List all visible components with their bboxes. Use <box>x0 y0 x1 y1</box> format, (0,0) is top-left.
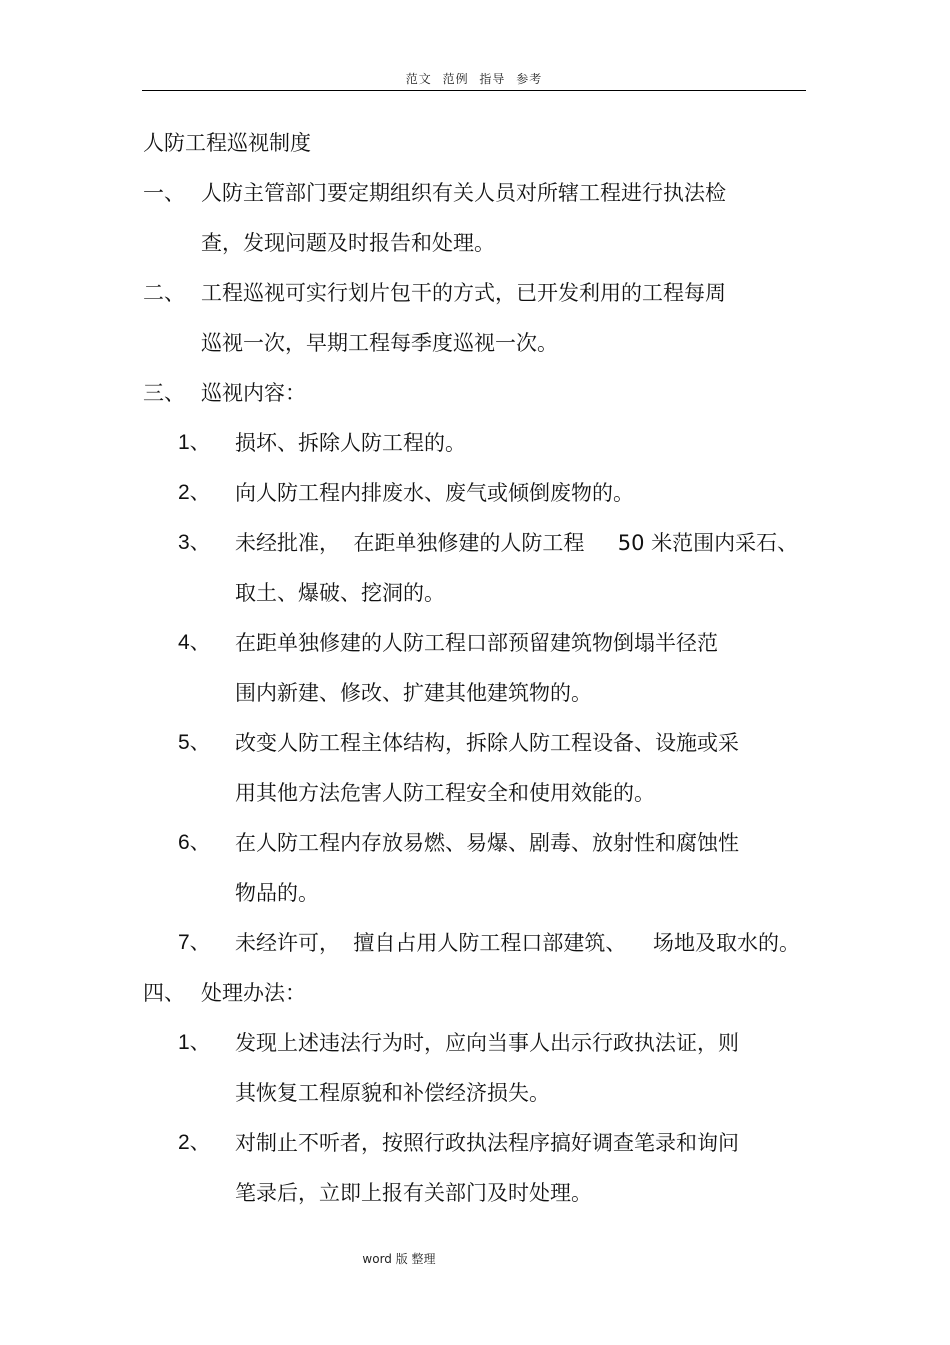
section-number: 三、 <box>143 381 185 405</box>
item-text: 未经批准， 在距单独修建的人防工程 50 米范围内采石、 <box>235 531 799 555</box>
item-text: 物品的。 <box>235 881 319 905</box>
header-divider <box>142 90 806 91</box>
header-text: 范文 范例 指导 参考 <box>405 72 543 86</box>
section-text: 查，发现问题及时报告和处理。 <box>201 231 495 255</box>
document-title: 人防工程巡视制度 <box>143 131 311 155</box>
item-number: 2、 <box>178 1131 211 1154</box>
item-number: 1、 <box>178 431 211 454</box>
item-text: 未经许可， 擅自占用人防工程口部建筑、 场地及取水的。 <box>235 931 801 955</box>
item-text: 对制止不听者，按照行政执法程序搞好调查笔录和询问 <box>235 1131 739 1155</box>
section-text: 巡视一次，早期工程每季度巡视一次。 <box>201 331 558 355</box>
item-text: 损坏、拆除人防工程的。 <box>235 431 466 455</box>
item-number: 6、 <box>178 831 211 854</box>
item-number: 5、 <box>178 731 211 754</box>
item-number: 1、 <box>178 1031 211 1054</box>
section-number: 四、 <box>143 981 185 1005</box>
item-text: 取土、爆破、挖洞的。 <box>235 581 445 605</box>
item-text: 改变人防工程主体结构，拆除人防工程设备、设施或采 <box>235 731 739 755</box>
item-text: 发现上述违法行为时，应向当事人出示行政执法证，则 <box>235 1031 739 1055</box>
item-number: 3、 <box>178 531 211 554</box>
section-number: 一、 <box>143 181 185 205</box>
section-heading: 处理办法： <box>201 981 306 1005</box>
item-number: 7、 <box>178 931 211 954</box>
item-text: 用其他方法危害人防工程安全和使用效能的。 <box>235 781 655 805</box>
section-text: 人防主管部门要定期组织有关人员对所辖工程进行执法检 <box>201 181 726 205</box>
item-text: 在人防工程内存放易燃、易爆、剧毒、放射性和腐蚀性 <box>235 831 739 855</box>
page-footer: word 版 整理 <box>362 1252 436 1266</box>
item-text: 笔录后，立即上报有关部门及时处理。 <box>235 1181 592 1205</box>
item-text: 在距单独修建的人防工程口部预留建筑物倒塌半径范 <box>235 631 718 655</box>
section-text: 工程巡视可实行划片包干的方式，已开发利用的工程每周 <box>201 281 726 305</box>
section-heading: 巡视内容： <box>201 381 306 405</box>
item-number: 4、 <box>178 631 211 654</box>
section-number: 二、 <box>143 281 185 305</box>
item-text: 围内新建、修改、扩建其他建筑物的。 <box>235 681 592 705</box>
item-number: 2、 <box>178 481 211 504</box>
item-text: 向人防工程内排废水、废气或倾倒废物的。 <box>235 481 634 505</box>
item-text: 其恢复工程原貌和补偿经济损失。 <box>235 1081 550 1105</box>
